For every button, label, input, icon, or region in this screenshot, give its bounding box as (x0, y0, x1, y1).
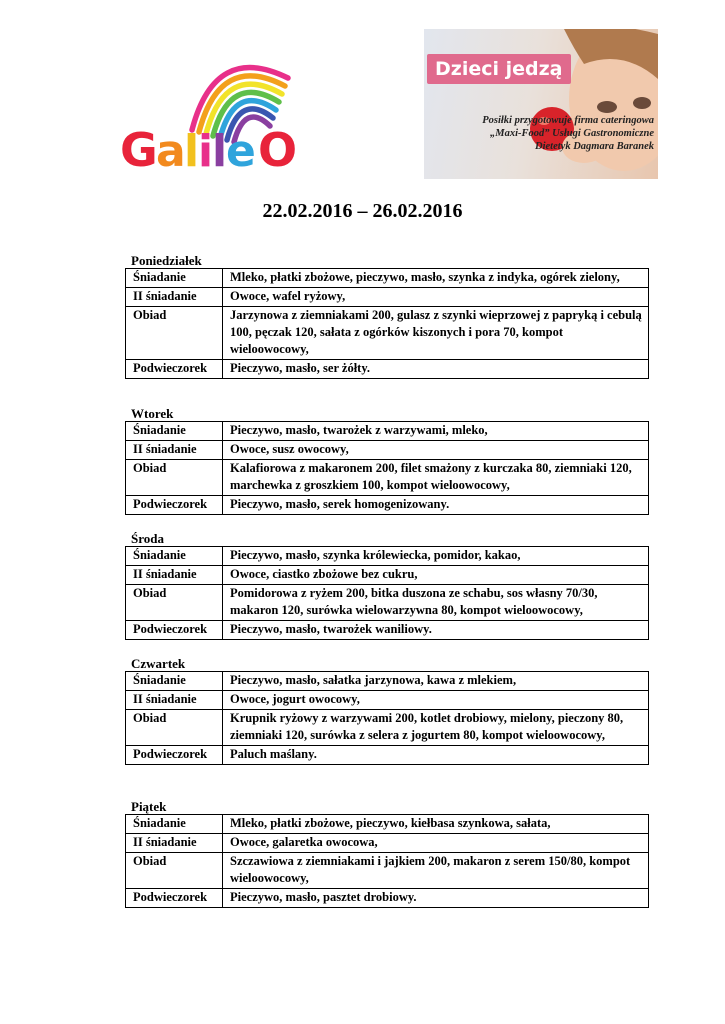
meal-label: II śniadanie (126, 566, 223, 585)
table-row (126, 672, 649, 691)
meal-dishes: Krupnik ryżowy z warzywami 200, kotlet drobiowy, mielony, pieczony 80, ziemniaki 120, surówka z selera z jogurtem 80, kompot wieloowocowy, (223, 710, 649, 746)
caption-line: Dietetyk Dagmara Baranek (535, 141, 654, 152)
day-name: Środa (131, 531, 164, 546)
day-section-wednesday (125, 531, 649, 640)
banner-caption (426, 114, 654, 153)
meal-label: Podwieczorek (126, 621, 223, 640)
meal-dishes: Owoce, ciastko zbożowe bez cukru, (223, 566, 649, 585)
date-range-title: 22.02.2016 – 26.02.2016 (262, 200, 463, 222)
meal-dishes: Pieczywo, masło, serek homogenizowany. (223, 496, 649, 515)
table-row (126, 710, 649, 746)
meal-dishes: Jarzynowa z ziemniakami 200, gulasz z szynki wieprzowej z papryką i cebulą 100, pęczak 120, sałata z ogórków kiszonych i pora 70, kompot wieloowocowy, (223, 307, 649, 360)
meal-label: II śniadanie (126, 834, 223, 853)
meal-label: Śniadanie (126, 422, 223, 441)
meal-dishes: Kalafiorowa z makaronem 200, filet smażony z kurczaka 80, ziemniaki 120, marchewka z groszkiem 100, kompot wieloowocowy, (223, 460, 649, 496)
svg-text:l: l (184, 126, 200, 177)
meal-label: II śniadanie (126, 691, 223, 710)
caption-line: Posiłki przygotowuje firma cateringowa (482, 115, 654, 126)
day-section-friday (125, 799, 649, 908)
meal-label: Podwieczorek (126, 360, 223, 379)
meal-label: Obiad (126, 710, 223, 746)
svg-text:e: e (226, 126, 256, 177)
galileo-logo (120, 48, 370, 183)
table-row (126, 360, 649, 379)
menu-table (125, 268, 649, 379)
meal-label: Podwieczorek (126, 746, 223, 765)
meal-dishes: Pieczywo, masło, sałatka jarzynowa, kawa z mlekiem, (223, 672, 649, 691)
meal-dishes: Pomidorowa z ryżem 200, bitka duszona ze schabu, sos własny 70/30, makaron 120, surówka wielowarzywna 80, kompot wieloowocowy, (223, 585, 649, 621)
banner-image (424, 29, 658, 179)
meal-dishes: Mleko, płatki zbożowe, pieczywo, masło, szynka z indyka, ogórek zielony, (223, 269, 649, 288)
meal-dishes: Szczawiowa z ziemniakami i jajkiem 200, makaron z serem 150/80, kompot wieloowocowy, (223, 853, 649, 889)
meal-label: II śniadanie (126, 441, 223, 460)
meal-label: Obiad (126, 585, 223, 621)
table-row (126, 815, 649, 834)
table-row (126, 422, 649, 441)
svg-text:O: O (258, 123, 298, 177)
table-row (126, 288, 649, 307)
meal-label: Obiad (126, 853, 223, 889)
banner-title: Dzieci jedzą (427, 54, 571, 84)
meal-dishes: Owoce, wafel ryżowy, (223, 288, 649, 307)
menu-table (125, 671, 649, 765)
caption-line: „Maxi-Food” Usługi Gastronomiczne (490, 128, 654, 139)
svg-text:G: G (120, 123, 158, 177)
meal-dishes: Pieczywo, masło, twarożek waniliowy. (223, 621, 649, 640)
meal-dishes: Owoce, galaretka owocowa, (223, 834, 649, 853)
meal-dishes: Pieczywo, masło, twarożek z warzywami, mleko, (223, 422, 649, 441)
table-row (126, 834, 649, 853)
table-row (126, 269, 649, 288)
day-section-monday (125, 253, 649, 379)
meal-label: Śniadanie (126, 815, 223, 834)
menu-table (125, 546, 649, 640)
table-row (126, 547, 649, 566)
menu-table (125, 421, 649, 515)
meal-dishes: Mleko, płatki zbożowe, pieczywo, kiełbasa szynkowa, sałata, (223, 815, 649, 834)
table-row (126, 621, 649, 640)
meal-dishes: Owoce, susz owocowy, (223, 441, 649, 460)
day-name: Czwartek (131, 656, 186, 671)
svg-text:i: i (198, 126, 214, 177)
meal-label: Śniadanie (126, 547, 223, 566)
meal-dishes: Pieczywo, masło, ser żółty. (223, 360, 649, 379)
table-row (126, 566, 649, 585)
day-section-thursday (125, 656, 649, 765)
day-name: Poniedziałek (131, 253, 202, 268)
table-row (126, 889, 649, 908)
table-row (126, 460, 649, 496)
table-row (126, 441, 649, 460)
meal-dishes: Pieczywo, masło, szynka królewiecka, pomidor, kakao, (223, 547, 649, 566)
table-row (126, 585, 649, 621)
table-row (126, 746, 649, 765)
table-row (126, 307, 649, 360)
table-row (126, 853, 649, 889)
menu-table (125, 814, 649, 908)
meal-label: Obiad (126, 307, 223, 360)
meal-label: Podwieczorek (126, 496, 223, 515)
meal-dishes: Pieczywo, masło, pasztet drobiowy. (223, 889, 649, 908)
day-section-tuesday (125, 406, 649, 515)
day-name: Wtorek (131, 406, 174, 421)
meal-label: Śniadanie (126, 269, 223, 288)
meal-label: II śniadanie (126, 288, 223, 307)
table-row (126, 496, 649, 515)
svg-text:l: l (212, 126, 228, 177)
svg-text:a: a (156, 126, 186, 177)
meal-label: Śniadanie (126, 672, 223, 691)
meal-dishes: Owoce, jogurt owocowy, (223, 691, 649, 710)
day-name: Piątek (131, 799, 167, 814)
meal-dishes: Paluch maślany. (223, 746, 649, 765)
meal-label: Podwieczorek (126, 889, 223, 908)
table-row (126, 691, 649, 710)
meal-label: Obiad (126, 460, 223, 496)
